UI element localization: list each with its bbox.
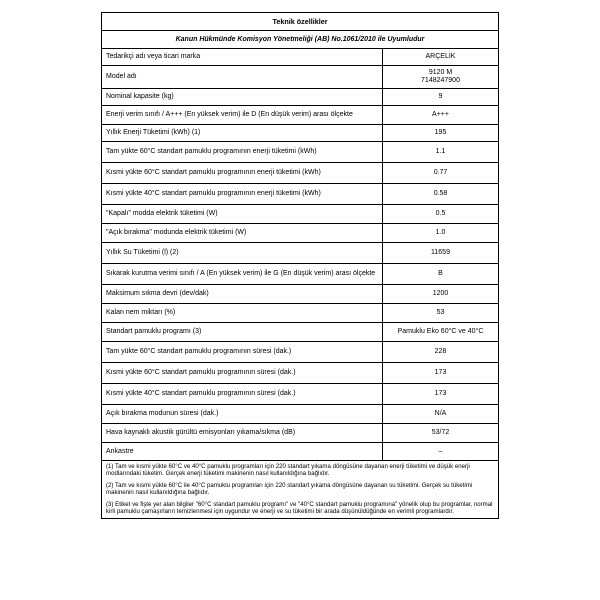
spec-row (102, 163, 498, 184)
spec-label: Model adı (102, 66, 383, 88)
spec-value-text-secondary: 7148247900 (421, 77, 460, 84)
spec-value-text: 195 (434, 129, 447, 136)
spec-value (383, 224, 498, 242)
spec-row (102, 424, 498, 443)
spec-row (102, 184, 498, 205)
spec-label: Nominal kapasite (kg) (102, 89, 383, 105)
spec-value-text: 9 (438, 93, 443, 100)
spec-row (102, 342, 498, 363)
spec-row (102, 323, 498, 342)
spec-value (383, 106, 498, 124)
spec-value-text: 173 (434, 369, 447, 376)
spec-row (102, 243, 498, 264)
spec-label: Sıkarak kurutma verimi sınıfı / A (En yüksek verim) ile G (En düşük verim) arası ölçekte (102, 264, 383, 284)
spec-value (383, 89, 498, 105)
spec-value (383, 363, 498, 383)
spec-value-text: – (438, 447, 443, 455)
spec-row (102, 443, 498, 461)
spec-value (383, 184, 498, 204)
spec-value (383, 424, 498, 442)
spec-table (102, 49, 498, 461)
spec-row (102, 125, 498, 142)
spec-sheet (101, 12, 499, 519)
spec-value-text: 1.1 (435, 148, 446, 155)
spec-value-text: 53/72 (431, 429, 450, 436)
spec-row (102, 142, 498, 163)
spec-row (102, 304, 498, 323)
spec-value-text: 53 (436, 309, 445, 316)
spec-label: Standart pamuklu programı (3) (102, 323, 383, 341)
spec-row (102, 285, 498, 304)
spec-value (383, 285, 498, 303)
footnote-3: (3) Etiket ve fişte yer alan bilgiler "60°C standart pamuklu programı" ve "40°C standart pamuklu programına" yönelik olup bu programlar, normal kirli pamuklu çamaşırların temizlenmesi için uygundur ve enerji ve su tüketimi bir arada düşünüldüğünde en verimli programlardır. (106, 500, 493, 516)
spec-value (383, 342, 498, 362)
spec-value-text: 0.77 (433, 169, 448, 176)
spec-label: Tedarikçi adı veya ticari marka (102, 49, 383, 65)
spec-label: Kısmi yükte 40°C standart pamuklu programının süresi (dak.) (102, 384, 383, 404)
spec-value-text: B (438, 270, 443, 277)
sheet-title: Teknik özellikler (102, 13, 498, 31)
spec-row (102, 49, 498, 66)
spec-label: Yıllık Enerji Tüketimi (kWh) (1) (102, 125, 383, 141)
spec-label: Ankastre (102, 443, 383, 460)
spec-row (102, 384, 498, 405)
spec-label: Tam yükte 60°C standart pamuklu programının süresi (dak.) (102, 342, 383, 362)
spec-row (102, 363, 498, 384)
spec-value (383, 443, 498, 460)
spec-value-text: 0.58 (433, 190, 448, 197)
sheet-subtitle: Kanun Hükmünde Komisyon Yönetmeliği (AB) No.1061/2010 ile Uyumludur (102, 31, 498, 49)
spec-value (383, 405, 498, 423)
spec-value (383, 264, 498, 284)
spec-label: Kalan nem miktarı (%) (102, 304, 383, 322)
spec-label: Maksimum sıkma devri (dev/dak) (102, 285, 383, 303)
spec-label: Kısmi yükte 60°C standart pamuklu programının süresi (dak.) (102, 363, 383, 383)
spec-value-text: 228 (434, 348, 447, 355)
footnote-1: (1) Tam ve kısmi yükte 60°C ve 40°C pamuklu programları için 220 standart yıkama döngüsüne dayanan enerji tüketimi ve düşük enerji modlarındaki tüketim. Gerçek enerji tüketimi makinenin nasıl kullanıldığına bağlıdır. (106, 463, 470, 478)
spec-value (383, 384, 498, 404)
spec-value (383, 142, 498, 162)
spec-row (102, 89, 498, 106)
spec-value-text: Pamuklu Eko 60°C ve 40°C (397, 328, 484, 335)
spec-label: Yıllık Su Tüketimi (l) (2) (102, 243, 383, 263)
spec-value (383, 243, 498, 263)
spec-row (102, 66, 498, 89)
footnotes (102, 461, 498, 518)
spec-label: Kısmi yükte 40°C standart pamuklu programının enerji tüketimi (kWh) (102, 184, 383, 204)
spec-value (383, 163, 498, 183)
spec-row (102, 224, 498, 243)
spec-row (102, 205, 498, 224)
spec-value-text: 9120 M (428, 69, 453, 76)
spec-row (102, 264, 498, 285)
spec-value-text: N/A (434, 410, 447, 417)
spec-value-text: 1200 (432, 290, 449, 297)
spec-row (102, 405, 498, 424)
spec-value-text: ARÇELİK (425, 53, 456, 60)
spec-value-text: 0.5 (435, 210, 446, 217)
spec-label: "Kapalı" modda elektrik tüketimi (W) (102, 205, 383, 223)
spec-label: Hava kaynaklı akustik gürültü emisyonları yıkama/sıkma (dB) (102, 424, 383, 442)
spec-value-text: 11659 (431, 249, 450, 256)
spec-label: Kısmi yükte 60°C standart pamuklu programının enerji tüketimi (kWh) (102, 163, 383, 183)
spec-value-text: 1.0 (435, 229, 446, 236)
spec-value (383, 125, 498, 141)
spec-value (383, 66, 498, 88)
spec-row (102, 106, 498, 125)
spec-value (383, 205, 498, 223)
footnote-2: (2) Tam ve kısmi yükte 60°C ile 40°C pamuklu programları için 220 standart yıkama döngüsüne dayanan su tüketimi. Gerçek su tüketimi makinenin nasıl kullanıldığına bağlıdır. (106, 481, 473, 497)
spec-value-text: 173 (434, 390, 447, 397)
spec-label: Tam yükte 60°C standart pamuklu programının enerji tüketimi (kWh) (102, 142, 383, 162)
spec-value (383, 49, 498, 65)
spec-label: Açık bırakma modunun süresi (dak.) (102, 405, 383, 423)
spec-value-text: A+++ (432, 111, 449, 118)
spec-label: Enerji verim sınıfı / A+++ (En yüksek verim) ile D (En düşük verim) arası ölçekte (102, 106, 383, 124)
spec-label: "Açık bırakma" modunda elektrik tüketimi (W) (102, 224, 383, 242)
spec-value (383, 323, 498, 341)
spec-value (383, 304, 498, 322)
